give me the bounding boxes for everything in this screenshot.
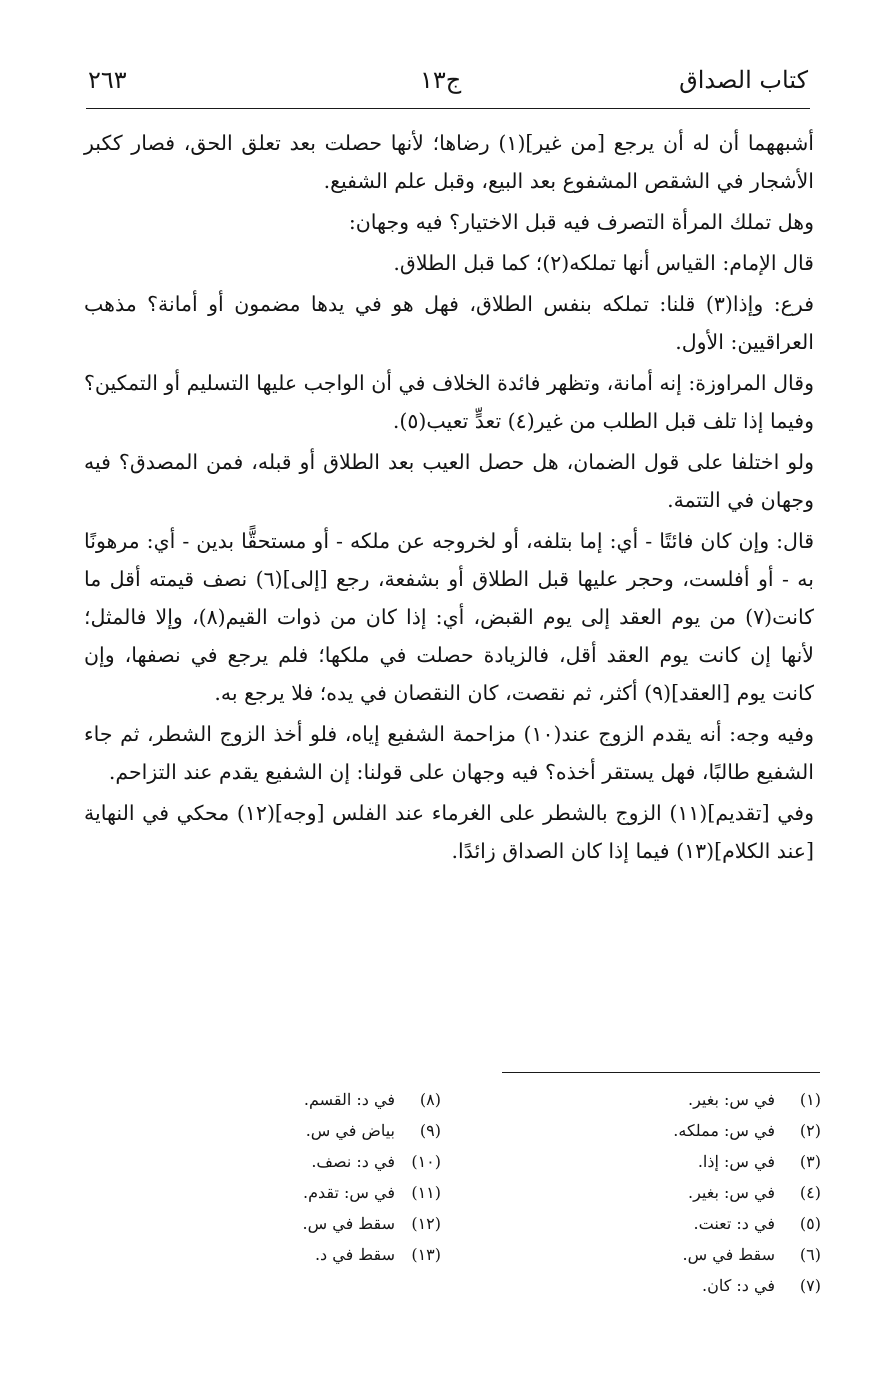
chapter-title: كتاب الصداق: [679, 66, 808, 94]
footnote: [581, 1239, 821, 1270]
footnote: [241, 1208, 441, 1239]
footnote-number: (١٣): [411, 1245, 441, 1264]
footnote-text: في د: القسم.: [303, 1090, 395, 1109]
paragraph: وفيه وجه: أنه يقدم الزوج عند(١٠) مزاحمة الشفيع إياه، فلو أخذ الزوج الشطر، ثم جاء الشفيع طالبًا، فهل يستقر أخذه؟ فيه وجهان على قولنا: إن الشفيع يقدم عند التزاحم.: [84, 722, 814, 784]
paragraph: أشبههما أن له أن يرجع [من غير](١) رضاها؛ لأنها حصلت بعد تعلق الحق، فصار ككبر الأشجار في الشقص المشفوع بعد البيع، وقبل علم الشفيع.: [84, 131, 814, 193]
footnote-number: (٦): [799, 1245, 821, 1264]
footnote-text: في س: بغير.: [688, 1090, 775, 1109]
footnotes-right-column: [581, 1084, 821, 1301]
footnote-number: (٩): [419, 1121, 441, 1140]
footnote-number: (٣): [799, 1152, 821, 1171]
footnote-number: (٢): [799, 1121, 821, 1140]
paragraph: وفي [تقديم](١١) الزوج بالشطر على الغرماء عند الفلس [وجه](١٢) محكي في النهاية [عند الكلام](١٣) فيما إذا كان الصداق زائدًا.: [84, 801, 815, 863]
footnotes-left-column: [241, 1084, 441, 1270]
footnote-number: (٨): [419, 1090, 441, 1109]
footnote-text: في س: بغير.: [688, 1183, 775, 1202]
paragraph: قال: وإن كان فائتًا - أي: إما بتلفه، أو لخروجه عن ملكه - أو مستحقًّا بدين - أي: مرهونًا به - أو أفلست، وحجر عليها قبل الطلاق أو بشفعة، رجع [إلى](٦) نصف قيمته أقل ما كانت(٧) من يوم العقد إلى يوم القبض، أي: إذا كان من ذوات القيم(٨)، وإلا فالمثل؛ لأنها إن كانت يوم العقد أقل، فالزيادة حصلت في ملكها؛ فلم يرجع في نصفها، وإن كانت يوم [العقد](٩) أكثر، ثم نقصت، كان النقصان في يده؛ فلا يرجع به.: [84, 529, 814, 705]
footnote-rule: [502, 1072, 820, 1073]
footnote: [581, 1208, 821, 1239]
footnote-number: (٤): [799, 1183, 821, 1202]
main-text: [84, 124, 814, 873]
footnote-number: (١٠): [411, 1152, 441, 1171]
footnote-number: (١٢): [411, 1214, 441, 1233]
footnote: [581, 1115, 821, 1146]
footnote-number: (١): [799, 1090, 821, 1109]
footnote: [581, 1270, 821, 1301]
footnote-text: بياض في س.: [305, 1121, 395, 1140]
footnote: [241, 1177, 441, 1208]
paragraph: وهل تملك المرأة التصرف فيه قبل الاختيار؟ فيه وجهان:: [348, 210, 814, 234]
footnote: [581, 1084, 821, 1115]
paragraph: قال الإمام: القياس أنها تملكه(٢)؛ كما قبل الطلاق.: [393, 251, 814, 275]
footnote-text: سقط في س.: [682, 1245, 775, 1264]
footnote-text: في س: مملكه.: [673, 1121, 775, 1140]
footnote: [241, 1146, 441, 1177]
footnote-text: في د: نصف.: [311, 1152, 395, 1171]
footnote: [581, 1177, 821, 1208]
volume-label: ج١٣: [420, 66, 462, 94]
footnote: [241, 1239, 441, 1270]
footnote-text: في س: إذا.: [697, 1152, 775, 1171]
footnote-text: سقط في س.: [302, 1214, 395, 1233]
paragraph: ولو اختلفا على قول الضمان، هل حصل العيب بعد الطلاق أو قبله، فمن المصدق؟ فيه وجهان في التتمة.: [84, 450, 814, 512]
page-number: ٢٦٣: [88, 66, 127, 94]
footnote-number: (٥): [799, 1214, 821, 1233]
footnote-text: سقط في د.: [314, 1245, 395, 1264]
footnote-text: في د: تعنت.: [693, 1214, 775, 1233]
paragraph: وقال المراوزة: إنه أمانة، وتظهر فائدة الخلاف في أن الواجب عليها التسليم أو التمكين؟ وفيما إذا تلف قبل الطلب من غير(٤) تعدٍّ تعيب(٥).: [84, 371, 814, 433]
header-rule: [86, 108, 810, 109]
footnote: [241, 1115, 441, 1146]
paragraph: فرع: وإذا(٣) قلنا: تملكه بنفس الطلاق، فهل هو في يدها مضمون أو أمانة؟ مذهب العراقيين: الأول.: [84, 292, 814, 354]
footnote-text: في د: كان.: [702, 1276, 775, 1295]
page-header: [88, 66, 808, 106]
footnote: [241, 1084, 441, 1115]
footnote-number: (١١): [411, 1183, 441, 1202]
footnote-text: في س: تقدم.: [302, 1183, 395, 1202]
footnote: [581, 1146, 821, 1177]
footnote-number: (٧): [799, 1276, 821, 1295]
